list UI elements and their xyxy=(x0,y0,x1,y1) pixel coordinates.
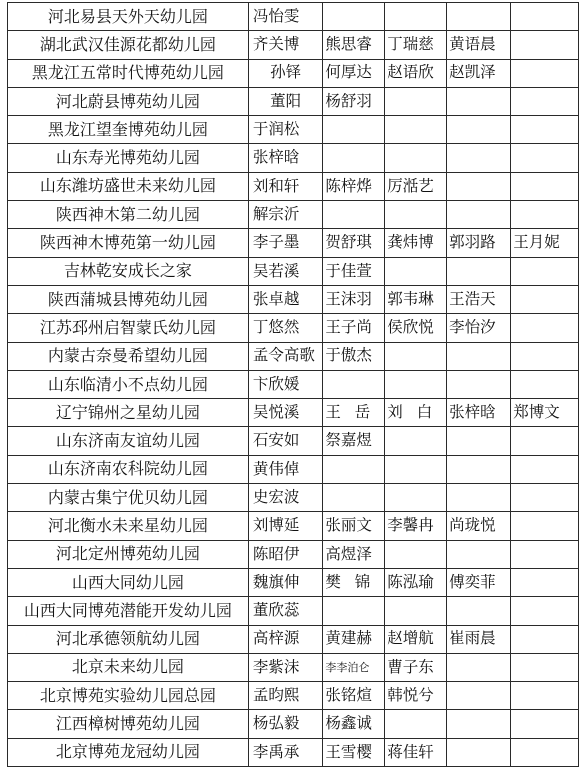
table-row xyxy=(8,314,579,342)
table-row xyxy=(8,625,579,653)
student-name-cell: 樊锦 xyxy=(323,568,385,596)
school-name-cell: 辽宁锦州之星幼儿园 xyxy=(8,399,249,427)
table-row xyxy=(8,597,579,625)
student-name-cell: 张梓晗 xyxy=(248,144,323,172)
student-name-cell: 杨鑫诚 xyxy=(323,710,385,738)
student-name-cell xyxy=(447,370,511,398)
student-name-cell: 丁悠然 xyxy=(248,314,323,342)
student-name-cell: 孙铎 xyxy=(248,59,323,87)
student-name-cell: 厉湉艺 xyxy=(385,172,447,200)
table-row xyxy=(8,144,579,172)
student-name-cell xyxy=(511,512,579,540)
table-row xyxy=(8,59,579,87)
student-name-cell: 韩悦兮 xyxy=(385,682,447,710)
school-name-cell: 内蒙古集宁优贝幼儿园 xyxy=(8,484,249,512)
student-name-cell: 曹子东 xyxy=(385,653,447,681)
student-name-cell xyxy=(323,370,385,398)
student-name-cell: 李紫沫 xyxy=(248,653,323,681)
student-name-cell xyxy=(385,540,447,568)
school-name-cell: 江苏邳州启智蒙氏幼儿园 xyxy=(8,314,249,342)
student-name-cell xyxy=(447,710,511,738)
student-name-cell xyxy=(511,710,579,738)
table-row xyxy=(8,738,579,766)
student-name-cell: 史宏波 xyxy=(248,484,323,512)
student-name-cell xyxy=(511,3,579,31)
student-name-cell xyxy=(511,738,579,766)
student-name-cell: 吴悦溪 xyxy=(248,399,323,427)
student-name-cell: 王子尚 xyxy=(323,314,385,342)
student-name-cell: 郭羽路 xyxy=(447,229,511,257)
student-name-cell: 孟令高歌 xyxy=(248,342,323,370)
school-name-cell: 河北蔚县博苑幼儿园 xyxy=(8,87,249,115)
student-name-cell xyxy=(511,31,579,59)
student-name-cell xyxy=(447,738,511,766)
student-name-cell: 王岳 xyxy=(323,399,385,427)
table-row xyxy=(8,512,579,540)
school-name-cell: 河北衡水未来星幼儿园 xyxy=(8,512,249,540)
school-name-cell: 北京博苑龙冠幼儿园 xyxy=(8,738,249,766)
student-name-cell: 陈昭伊 xyxy=(248,540,323,568)
student-name-cell xyxy=(447,682,511,710)
school-name-cell: 山西大同博苑潜能开发幼儿园 xyxy=(8,597,249,625)
student-name-cell: 李怡汐 xyxy=(447,314,511,342)
student-name-cell: 王浩天 xyxy=(447,285,511,313)
student-name-cell xyxy=(385,116,447,144)
student-name-cell: 陈泓瑜 xyxy=(385,568,447,596)
student-name-cell xyxy=(447,3,511,31)
student-name-cell: 卞欣媛 xyxy=(248,370,323,398)
school-name-cell: 河北定州博苑幼儿园 xyxy=(8,540,249,568)
student-name-cell: 李子墨 xyxy=(248,229,323,257)
table-row xyxy=(8,285,579,313)
student-name-cell: 杨舒羽 xyxy=(323,87,385,115)
student-name-cell xyxy=(385,370,447,398)
school-name-cell: 黑龙江五常时代博苑幼儿园 xyxy=(8,59,249,87)
student-name-cell xyxy=(447,87,511,115)
table-row xyxy=(8,540,579,568)
student-name-cell: 杨弘毅 xyxy=(248,710,323,738)
student-name-cell: 何厚达 xyxy=(323,59,385,87)
student-name-cell: 高煜泽 xyxy=(323,540,385,568)
student-name-cell xyxy=(385,455,447,483)
table-row xyxy=(8,31,579,59)
student-name-cell: 张铭煊 xyxy=(323,682,385,710)
student-name-cell: 石安如 xyxy=(248,427,323,455)
student-name-cell: 于傲杰 xyxy=(323,342,385,370)
school-name-cell: 河北易县天外天幼儿园 xyxy=(8,3,249,31)
student-name-cell: 郭韦琳 xyxy=(385,285,447,313)
student-name-cell xyxy=(385,484,447,512)
student-name-cell xyxy=(511,653,579,681)
table-row xyxy=(8,87,579,115)
student-name-cell: 李馨冉 xyxy=(385,512,447,540)
student-name-cell xyxy=(511,455,579,483)
table-row xyxy=(8,116,579,144)
student-name-cell xyxy=(385,710,447,738)
student-name-cell xyxy=(511,87,579,115)
school-name-cell: 陕西神木第二幼儿园 xyxy=(8,201,249,229)
student-name-cell xyxy=(323,116,385,144)
student-name-cell: 刘博延 xyxy=(248,512,323,540)
school-name-cell: 湖北武汉佳源花都幼儿园 xyxy=(8,31,249,59)
student-name-cell xyxy=(447,342,511,370)
school-name-cell: 北京未来幼儿园 xyxy=(8,653,249,681)
table-row xyxy=(8,710,579,738)
school-name-cell: 陕西蒲城县博苑幼儿园 xyxy=(8,285,249,313)
student-name-cell: 李禹承 xyxy=(248,738,323,766)
table-row xyxy=(8,257,579,285)
student-name-cell: 侯欣悦 xyxy=(385,314,447,342)
student-name-cell: 崔雨晨 xyxy=(447,625,511,653)
student-name-cell xyxy=(385,342,447,370)
student-name-cell: 贺舒琪 xyxy=(323,229,385,257)
student-name-cell xyxy=(323,484,385,512)
student-name-cell xyxy=(385,427,447,455)
student-name-cell: 陈梓烨 xyxy=(323,172,385,200)
award-list-table xyxy=(7,2,579,767)
student-name-cell: 熊思睿 xyxy=(323,31,385,59)
school-name-cell: 山东济南农科院幼儿园 xyxy=(8,455,249,483)
student-name-cell xyxy=(385,87,447,115)
table-row xyxy=(8,682,579,710)
student-name-cell: 孟昀熙 xyxy=(248,682,323,710)
student-name-cell: 祭嘉煜 xyxy=(323,427,385,455)
student-name-cell xyxy=(323,201,385,229)
student-name-cell: 赵增航 xyxy=(385,625,447,653)
school-name-cell: 北京博苑实验幼儿园总园 xyxy=(8,682,249,710)
table-row xyxy=(8,399,579,427)
student-name-cell xyxy=(511,597,579,625)
student-name-cell: 郑博文 xyxy=(511,399,579,427)
student-name-cell xyxy=(511,682,579,710)
student-name-cell xyxy=(447,116,511,144)
student-name-cell xyxy=(385,597,447,625)
student-name-cell: 李李泊仑 xyxy=(323,653,385,681)
school-name-cell: 黑龙江望奎博苑幼儿园 xyxy=(8,116,249,144)
student-name-cell xyxy=(511,144,579,172)
student-name-cell xyxy=(447,427,511,455)
school-name-cell: 山西大同幼儿园 xyxy=(8,568,249,596)
student-name-cell: 于佳萱 xyxy=(323,257,385,285)
school-name-cell: 山东济南友谊幼儿园 xyxy=(8,427,249,455)
student-name-cell xyxy=(323,3,385,31)
student-name-cell: 刘和轩 xyxy=(248,172,323,200)
school-name-cell: 江西樟树博苑幼儿园 xyxy=(8,710,249,738)
table-row xyxy=(8,229,579,257)
school-name-cell: 河北承德领航幼儿园 xyxy=(8,625,249,653)
student-name-cell xyxy=(385,144,447,172)
student-name-cell xyxy=(511,285,579,313)
award-list-sheet xyxy=(7,2,579,767)
table-row xyxy=(8,370,579,398)
student-name-cell: 董欣蕊 xyxy=(248,597,323,625)
student-name-cell xyxy=(511,427,579,455)
student-name-cell xyxy=(323,597,385,625)
student-name-cell xyxy=(447,540,511,568)
student-name-cell: 傅奕菲 xyxy=(447,568,511,596)
student-name-cell: 王月妮 xyxy=(511,229,579,257)
student-name-cell: 黄建赫 xyxy=(323,625,385,653)
student-name-cell: 吴若溪 xyxy=(248,257,323,285)
student-name-cell xyxy=(511,59,579,87)
student-name-cell xyxy=(447,484,511,512)
table-row xyxy=(8,3,579,31)
student-name-cell xyxy=(447,455,511,483)
student-name-cell: 董阳 xyxy=(248,87,323,115)
table-row xyxy=(8,568,579,596)
student-name-cell xyxy=(511,484,579,512)
student-name-cell xyxy=(447,201,511,229)
student-name-cell xyxy=(511,370,579,398)
student-name-cell: 王雪樱 xyxy=(323,738,385,766)
table-row xyxy=(8,201,579,229)
table-row xyxy=(8,172,579,200)
student-name-cell: 尚珑悦 xyxy=(447,512,511,540)
student-name-cell: 刘白 xyxy=(385,399,447,427)
student-name-cell xyxy=(447,653,511,681)
student-name-cell: 王沫羽 xyxy=(323,285,385,313)
school-name-cell: 内蒙古奈曼希望幼儿园 xyxy=(8,342,249,370)
student-name-cell: 蒋佳轩 xyxy=(385,738,447,766)
student-name-cell xyxy=(511,116,579,144)
student-name-cell: 赵语欣 xyxy=(385,59,447,87)
table-row xyxy=(8,484,579,512)
student-name-cell xyxy=(511,540,579,568)
student-name-cell xyxy=(511,172,579,200)
student-name-cell: 黄语晨 xyxy=(447,31,511,59)
student-name-cell xyxy=(447,144,511,172)
school-name-cell: 山东寿光博苑幼儿园 xyxy=(8,144,249,172)
school-name-cell: 吉林乾安成长之家 xyxy=(8,257,249,285)
student-name-cell: 张卓越 xyxy=(248,285,323,313)
student-name-cell: 解宗沂 xyxy=(248,201,323,229)
table-row xyxy=(8,653,579,681)
student-name-cell: 龚炜博 xyxy=(385,229,447,257)
student-name-cell xyxy=(511,625,579,653)
student-name-cell: 张梓晗 xyxy=(447,399,511,427)
student-name-cell: 高梓源 xyxy=(248,625,323,653)
school-name-cell: 山东临清小不点幼儿园 xyxy=(8,370,249,398)
student-name-cell: 丁瑞慈 xyxy=(385,31,447,59)
student-name-cell xyxy=(385,3,447,31)
student-name-cell: 于润松 xyxy=(248,116,323,144)
table-row xyxy=(8,455,579,483)
table-row xyxy=(8,427,579,455)
student-name-cell: 冯怡雯 xyxy=(248,3,323,31)
table-row xyxy=(8,342,579,370)
school-name-cell: 山东潍坊盛世未来幼儿园 xyxy=(8,172,249,200)
student-name-cell xyxy=(511,342,579,370)
student-name-cell: 魏旗伸 xyxy=(248,568,323,596)
student-name-cell: 齐关博 xyxy=(248,31,323,59)
student-name-cell xyxy=(447,257,511,285)
student-name-cell xyxy=(511,257,579,285)
student-name-cell: 赵凯泽 xyxy=(447,59,511,87)
student-name-cell xyxy=(511,314,579,342)
student-name-cell xyxy=(447,597,511,625)
student-name-cell xyxy=(385,201,447,229)
student-name-cell: 黄伟倬 xyxy=(248,455,323,483)
student-name-cell xyxy=(323,455,385,483)
student-name-cell xyxy=(385,257,447,285)
student-name-cell: 张丽文 xyxy=(323,512,385,540)
student-name-cell xyxy=(511,568,579,596)
student-name-cell xyxy=(511,201,579,229)
student-name-cell xyxy=(323,144,385,172)
student-name-cell xyxy=(447,172,511,200)
table-body xyxy=(8,3,579,767)
school-name-cell: 陕西神木博苑第一幼儿园 xyxy=(8,229,249,257)
